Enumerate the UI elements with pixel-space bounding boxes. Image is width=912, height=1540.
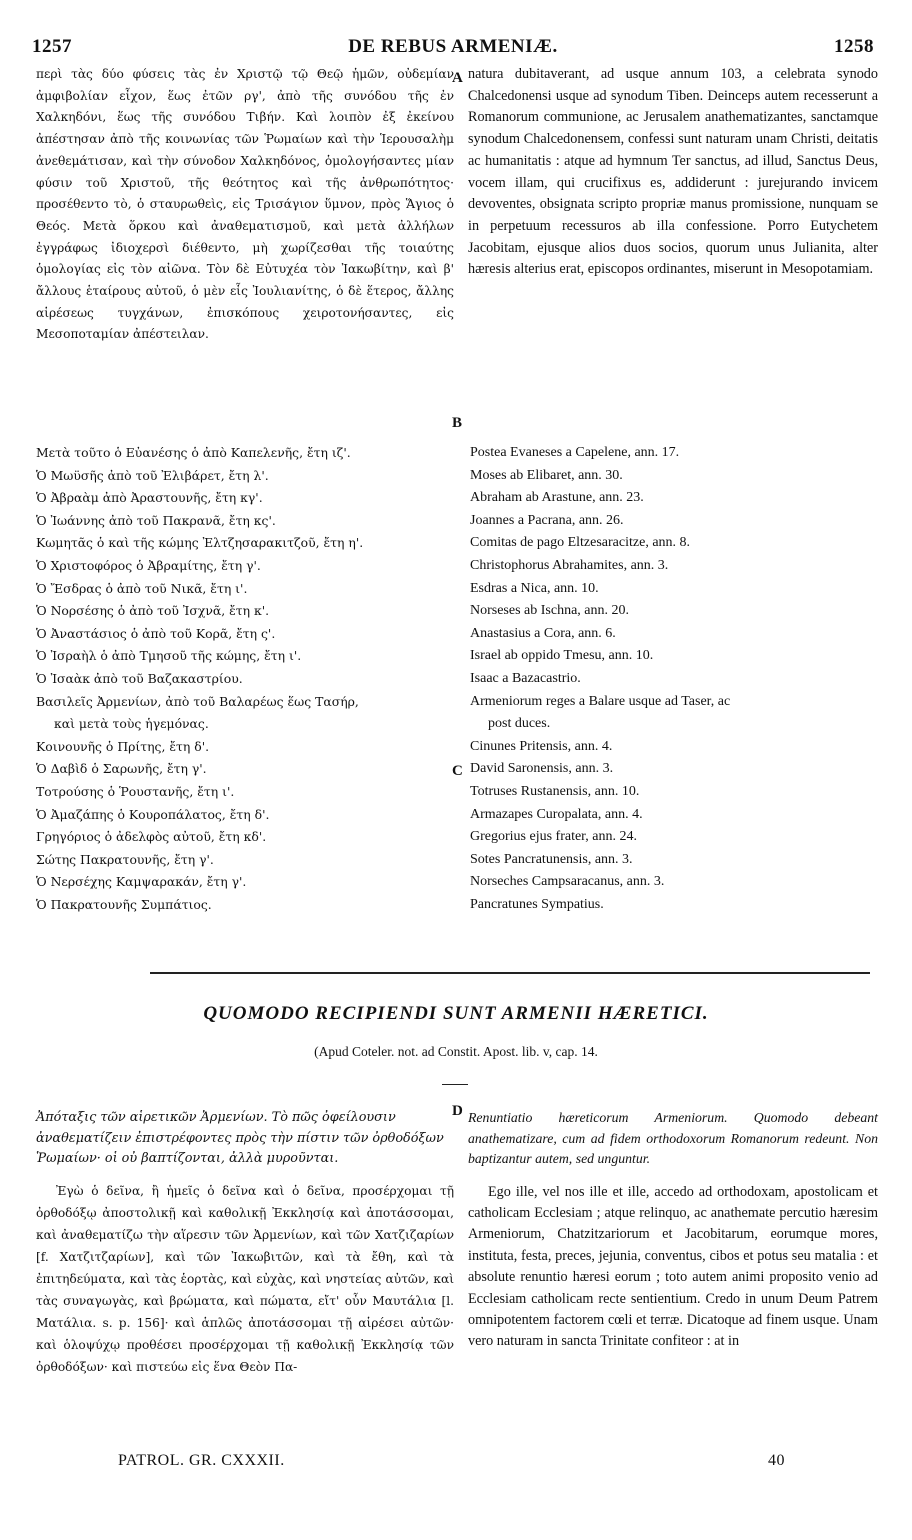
margin-letter-c: C bbox=[452, 763, 463, 779]
right-page-number: 1258 bbox=[834, 36, 874, 57]
list-item: καὶ μετὰ τοὺς ἡγεμόνας. bbox=[54, 716, 209, 732]
footer-signature: 40 bbox=[768, 1452, 785, 1469]
list-item: Anastasius a Cora, ann. 6. bbox=[470, 625, 616, 641]
list-item: Joannes a Pacrana, ann. 26. bbox=[470, 512, 624, 528]
list-item: Totruses Rustanensis, ann. 10. bbox=[470, 783, 640, 799]
list-item: Ὁ Ἰσαὰκ ἀπὸ τοῦ Βαζακαστρίου. bbox=[36, 670, 243, 686]
margin-letter-d: D bbox=[452, 1103, 463, 1119]
list-item: Ὁ Πακρατουνῆς Συμπάτιος. bbox=[36, 896, 212, 912]
list-item: Ὁ Χριστοφόρος ὁ Ἀβραμίτης, ἔτη γ'. bbox=[36, 557, 261, 573]
latin-renunciation-body: Ego ille, vel nos ille et ille, accedo ad orthodoxam, apostolicam et catholicam Ecclesiam ; atque relinquo, ac anathemate percutio hæresim Armeniorum, Chatzitzariorum et Jacobitarum, eorumque mores, instituta, festa, preces, jejunia, conventus, cibos et potus seu matalia : et absolute renuntio hæresi eorum ; toto autem animi proposito venio ad Ecclesiam catholicam recte sentientium. Credo in unum Deum Patrem omnipotentem factorem cœli et terræ. Dicatoque ad finem usque. Unam vero naturam in sancta Trinitate confiteor : at in bbox=[468, 1183, 878, 1350]
list-item: Βασιλεῖς Ἀρμενίων, ἀπὸ τοῦ Βαλαρέως ἕως Τασήρ, bbox=[36, 693, 359, 709]
left-page-number: 1257 bbox=[32, 36, 72, 57]
latin-renunciation-column bbox=[468, 1108, 878, 1353]
greek-renunciation-body: Ἐγὼ ὁ δεῖνα, ἢ ἡμεῖς ὁ δεῖνα καὶ ὁ δεῖνα, προσέρχομαι τῇ ὀρθοδόξῳ ἀποστολικῇ καὶ καθολικῇ Ἐκκλησίᾳ καὶ ἀποτάσσομαι, καὶ ἀναθεματίζω τὴν αἵρεσιν τῶν Ἀρμενίων, καὶ τῶν Χατζιζαρίων [f. Χατζιτζαρίων], καὶ τῶν Ἰακωβιτῶν, καὶ τὰ ἔθη, καὶ τὰ ἐπιτηδεύματα, καὶ τὰς ἑορτὰς, καὶ εὐχὰς, καὶ νηστείας αὐτῶν, καὶ τὰς συναγωγὰς, καὶ βρώματα, καὶ πώματα, εἴτ' οὖν Μαυτάλια [l. Ματάλια. s. p. 156]· καὶ ἁπλῶς ἀποτάσσομαι τῇ αἱρέσει αὐτῶν· καὶ ὁλοψύχῳ προθέσει προσέρχομαι τῇ καθολικῇ Ἐκκλησίᾳ τῶν ὀρθοδόξων· καὶ πιστεύω εἰς ἕνα Θεὸν Πα- bbox=[36, 1183, 454, 1374]
list-item: Israel ab oppido Tmesu, ann. 10. bbox=[470, 648, 654, 664]
running-title: DE REBUS ARMENIÆ. bbox=[348, 36, 558, 57]
list-item: Γρηγόριος ὁ ἀδελφὸς αὐτοῦ, ἔτη κδ'. bbox=[36, 829, 267, 845]
list-item: Sotes Pancratunensis, ann. 3. bbox=[470, 851, 633, 867]
footer-volume: PATROL. GR. CXXXII. bbox=[118, 1452, 285, 1469]
greek-intro-paragraph: περὶ τὰς δύο φύσεις τὰς ἐν Χριστῷ τῷ Θεῷ ἡμῶν, οὐδεμίαν ἀμφιβολίαν εἶχον, ἕως ἐτῶν ργ', ἀπὸ τῆς συνόδου τῆς ἐν Χαλκηδόνι, ἕως τῆς συνόδου Τιβήν. Καὶ λοιπὸν ἐξ ἐκείνου ἀπέστησαν ἀπὸ τῆς κοινωνίας τῶν Ῥωμαίων καὶ τὴν Ἱερουσαλὴμ ἀνεθεμάτισαν, καὶ τὴν σύνοδον Χαλκηδόνος, ὁμολογήσαντες μίαν φύσιν τοῦ Χριστοῦ, τῆς θεότητος καὶ τῆς ἀνθρωπότητος· προσέθεντο τὸ, ὁ σταυρωθεὶς, εἰς Τρισάγιον ὕμνον, πρὸς Ἅγιος ὁ Θεός. Μετὰ ὅρκου καὶ ἀναθεματισμοῦ, καὶ μετὰ ἀλλήλων ἐγγράφως ἰδιοχερσὶ διέθεντο, μὴ χωρίζεσθαι τῆς τοιαύτης ὁμολογίας εἰς τὸν αἰῶνα. Τὸν δὲ Εὐτυχέα τὸν Ἰακωβίτην, καὶ β' ἄλλους ἑταίρους αὐτοῦ, ὁ μὲν εἷς Ἰουλιανίτης, ὁ δὲ ἕτερος, ἄλλης αἱρέσεως τυγχάνων, ἐπισκόπους χειροτονήσαντες, εἰς Μεσοποταμίαν ἀπέστειλαν. bbox=[36, 67, 454, 342]
section-title: QUOMODO RECIPIENDI SUNT ARMENII HÆRETICI. bbox=[203, 1003, 709, 1024]
list-item: Christophorus Abrahamites, ann. 3. bbox=[470, 557, 669, 573]
section-source-note: (Apud Coteler. not. ad Constit. Apost. lib. v, cap. 14. bbox=[314, 1044, 598, 1059]
greek-succession-list bbox=[36, 442, 448, 916]
list-item: Ὁ Ἔσδρας ὁ ἀπὸ τοῦ Νικᾶ, ἔτη ι'. bbox=[36, 580, 248, 596]
greek-renunciation-heading: Ἀπόταξις τῶν αἱρετικῶν Ἀρμενίων. Τὸ πῶς ὀφείλουσιν ἀναθεματίζειν ἐπιστρέφοντες πρὸς τὴν πίστιν τῶν ὀρθοδόξων Ῥωμαίων· οἱ οὐ βαπτίζονται, ἀλλὰ μυροῦνται. bbox=[36, 1110, 444, 1166]
short-rule bbox=[442, 1084, 468, 1085]
list-item: Comitas de pago Eltzesaracitze, ann. 8. bbox=[470, 535, 691, 551]
list-item: Κοινουνῆς ὁ Πρίτης, ἔτη δ'. bbox=[36, 738, 210, 754]
latin-renunciation-heading: Renuntiatio hæreticorum Armeniorum. Quomodo debeant anathematizare, cum ad fidem orthodoxorum Romanorum redeunt. Non baptizantur autem, sed unguntur. bbox=[468, 1110, 878, 1166]
list-item: Abraham ab Arastune, ann. 23. bbox=[470, 490, 644, 506]
list-item: Moses ab Elibaret, ann. 30. bbox=[470, 467, 623, 483]
margin-letter-a: A bbox=[452, 70, 463, 86]
list-item: Ὁ Ἰσραὴλ ὁ ἀπὸ Τμησοῦ τῆς κώμης, ἔτη ι'. bbox=[36, 648, 302, 664]
list-item: Postea Evaneses a Capelene, ann. 17. bbox=[470, 445, 680, 460]
margin-letter-b: B bbox=[452, 415, 463, 431]
latin-intro-paragraph: natura dubitaverant, ad usque annum 103, a celebrata synodo Chalcedonensi usque ad synodum Tiben. Deinceps autem recesserunt a Romanorum communione, ac Jerusalem anathematizantes, sanctamque synodum Chalcedonensem, confessi sunt naturam unam Christi, deitatis ac humanitatis : atque ad hymnum Ter sanctus, ad illud, Sanctus Deus, vocem illam, qui crucifixus es, addiderunt : jurejurando invicem devoventes, obsignata scripto propriæ manus promissione, nunquam se in perpetuum recessuros ab illa confessione. Porro Eutychetem Jacobitam, ejusque alios duos socios, quorum unus Julianita, alter hæresis alterius erat, episcopos ordinantes, miserunt in Mesopotamiam. bbox=[468, 66, 878, 278]
list-item: post duces. bbox=[488, 716, 551, 732]
list-item: Ὁ Μωϋσῆς ἀπὸ τοῦ Ἐλιβάρετ, ἔτη λ'. bbox=[36, 467, 269, 483]
list-item: Μετὰ τοῦτο ὁ Εὐανέσης ὁ ἀπὸ Καπελενῆς, ἔτη ιζ'. bbox=[36, 445, 351, 460]
list-item: Τοτρούσης ὁ Ῥουστανῆς, ἔτη ι'. bbox=[36, 783, 235, 799]
list-item: David Saronensis, ann. 3. bbox=[470, 761, 614, 777]
greek-renunciation-column bbox=[36, 1108, 454, 1378]
running-header bbox=[32, 36, 874, 58]
list-item: Cinunes Pritensis, ann. 4. bbox=[470, 738, 613, 754]
list-item: Ὁ Ἀναστάσιος ὁ ἀπὸ τοῦ Κορᾶ, ἔτη ς'. bbox=[36, 625, 276, 641]
list-item: Ὁ Ἀμαζάπης ὁ Κουροπάλατος, ἔτη δ'. bbox=[36, 806, 270, 822]
list-item: Ὁ Δαβὶδ ὁ Σαρωνῆς, ἔτη γ'. bbox=[36, 761, 207, 777]
list-item: Isaac a Bazacastrio. bbox=[470, 670, 581, 686]
list-item: Ὁ Νορσέσης ὁ ἀπὸ τοῦ Ἰσχνᾶ, ἔτη κ'. bbox=[36, 603, 270, 619]
list-item: Σώτης Πακρατουνῆς, ἔτη γ'. bbox=[36, 851, 214, 867]
list-item: Gregorius ejus frater, ann. 24. bbox=[470, 829, 637, 845]
list-item: Armeniorum reges a Balare usque ad Taser, ac bbox=[470, 693, 731, 709]
list-item: Norseches Campsaracanus, ann. 3. bbox=[470, 874, 665, 890]
list-item: Armazapes Curopalata, ann. 4. bbox=[470, 806, 643, 822]
list-item: Norseses ab Ischna, ann. 20. bbox=[470, 603, 630, 619]
list-item: Esdras a Nica, ann. 10. bbox=[470, 580, 599, 596]
list-item: Κωμητᾶς ὁ καὶ τῆς κώμης Ἐλτζησαρακιτζοῦ, ἔτη η'. bbox=[36, 535, 364, 551]
list-item: Pancratunes Sympatius. bbox=[470, 896, 604, 912]
list-item: Ὁ Νερσέχης Καμψαρακάν, ἔτη γ'. bbox=[36, 874, 247, 890]
list-item: Ὁ Ἰωάννης ἀπὸ τοῦ Πακρανᾶ, ἔτη κς'. bbox=[36, 512, 276, 528]
list-item: Ὁ Ἀβραὰμ ἀπὸ Ἀραστουνῆς, ἔτη κγ'. bbox=[36, 490, 263, 506]
latin-succession-list bbox=[470, 442, 878, 916]
section-divider bbox=[150, 972, 870, 974]
